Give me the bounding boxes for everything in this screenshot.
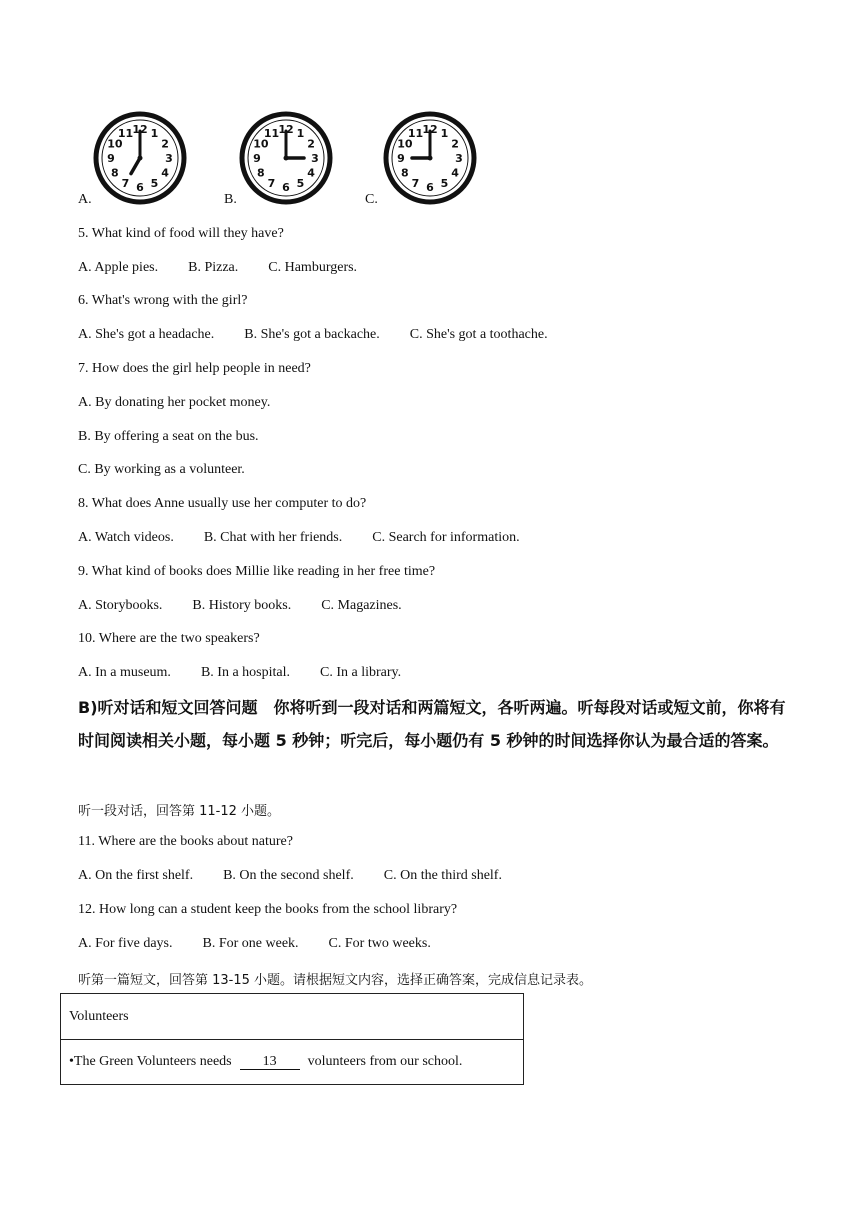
clock-numeral: 6 [426, 181, 434, 194]
option-c[interactable]: C. On the third shelf. [383, 868, 502, 883]
clock-numeral: 5 [150, 177, 159, 191]
clock-c-icon [380, 110, 480, 210]
clock-numeral: 3 [311, 152, 319, 165]
option-b[interactable]: B. Pizza. [188, 260, 239, 275]
clock-numeral: 2 [307, 137, 315, 151]
clock-b-icon [236, 110, 336, 210]
passage-intro: 听第一篇短文，回答第 13-15 小题。请根据短文内容，选择正确答案，完成信息记录表。 [78, 973, 593, 988]
option-b[interactable]: B. Chat with her friends. [203, 530, 343, 545]
clock-numeral: 7 [267, 177, 276, 191]
option-c[interactable]: C. Magazines. [321, 598, 402, 613]
option-c[interactable]: C. Search for information. [372, 530, 520, 545]
clock-numeral: 2 [451, 137, 459, 151]
clock-numeral: 8 [111, 166, 119, 180]
question-12: 12. How long can a student keep the books from the school library? [78, 902, 458, 917]
clock-numeral: 4 [307, 166, 315, 180]
question-5: 5. What kind of food will they have? [78, 226, 284, 241]
question-10-options [78, 665, 431, 681]
clock-numeral: 6 [136, 181, 144, 194]
table-header [61, 994, 523, 1039]
clock-numeral: 7 [121, 177, 130, 191]
option-b[interactable]: B. On the second shelf. [223, 868, 354, 883]
option-b[interactable]: B. History books. [192, 598, 292, 613]
question-8-options [78, 530, 550, 546]
option-b[interactable]: B. For one week. [202, 936, 299, 951]
clock-numeral: 4 [161, 166, 169, 180]
clock-numeral: 10 [253, 137, 269, 151]
info-record-table [60, 993, 524, 1085]
clock-b-label: B. [224, 192, 237, 207]
clock-numeral: 5 [440, 177, 449, 191]
option-c[interactable]: C. For two weeks. [328, 936, 431, 951]
clock-options [78, 110, 778, 210]
table-row [61, 1039, 523, 1084]
clock-numeral: 9 [107, 152, 115, 165]
clock-numeral: 10 [107, 137, 123, 151]
clock-numeral: 8 [257, 166, 265, 180]
clock-numeral: 4 [451, 166, 459, 180]
option-a[interactable]: A. In a museum. [78, 665, 171, 680]
clock-numeral: 12 [132, 123, 148, 136]
question-11: 11. Where are the books about nature? [78, 834, 293, 849]
option-b[interactable]: B. In a hospital. [200, 665, 290, 680]
option-c[interactable]: C. In a library. [319, 665, 402, 680]
clock-numeral: 11 [263, 126, 280, 140]
dialogue-intro: 听一段对话，回答第 11-12 小题。 [78, 804, 281, 819]
option-c[interactable]: C. She's got a toothache. [409, 327, 548, 342]
option-a[interactable]: A. For five days. [78, 936, 173, 951]
clock-c-label: C. [365, 192, 378, 207]
clock-numeral: 6 [282, 181, 290, 194]
option-c[interactable]: C. Hamburgers. [268, 260, 358, 275]
question-7-option-b[interactable]: B. By offering a seat on the bus. [78, 429, 259, 444]
clock-numeral: 11 [407, 126, 424, 140]
answer-blank-13[interactable]: 13 [240, 1055, 300, 1070]
question-7-option-c[interactable]: C. By working as a volunteer. [78, 462, 245, 477]
clock-numeral: 8 [401, 166, 409, 180]
section-b-instructions: B)听对话和短文回答问题 你将听到一段对话和两篇短文，各听两遍。听每段对话或短文前，你将有时间阅读相关小题，每小题 5 秒钟；听完后，每小题仍有 5 秒钟的时间选择你认为最合适的答案。 [78, 698, 786, 750]
clock-a-icon [90, 110, 190, 210]
option-a[interactable]: A. Storybooks. [78, 598, 163, 613]
clock-a-label: A. [78, 192, 92, 207]
question-8: 8. What does Anne usually use her computer to do? [78, 496, 367, 511]
row-suffix: volunteers from our school. [307, 1054, 463, 1069]
question-9: 9. What kind of books does Millie like reading in her free time? [78, 564, 436, 579]
option-a[interactable]: A. Watch videos. [78, 530, 174, 545]
question-12-options [78, 936, 461, 952]
option-a[interactable]: A. She's got a headache. [78, 327, 215, 342]
question-7-option-a[interactable]: A. By donating her pocket money. [78, 395, 271, 410]
question-5-options [78, 260, 387, 276]
option-b[interactable]: B. She's got a backache. [244, 327, 380, 342]
clock-numeral: 10 [397, 137, 413, 151]
clock-numeral: 9 [397, 152, 405, 165]
question-11-options [78, 868, 532, 884]
clock-numeral: 3 [165, 152, 173, 165]
clock-numeral: 1 [440, 126, 449, 140]
clock-numeral: 9 [253, 152, 261, 165]
question-6: 6. What's wrong with the girl? [78, 293, 248, 308]
clock-numeral: 1 [150, 126, 159, 140]
question-7: 7. How does the girl help people in need? [78, 361, 311, 376]
option-a[interactable]: A. Apple pies. [78, 260, 159, 275]
option-a[interactable]: A. On the first shelf. [78, 868, 194, 883]
clock-numeral: 11 [117, 126, 134, 140]
clock-numeral: 1 [296, 126, 305, 140]
question-10: 10. Where are the two speakers? [78, 631, 260, 646]
clock-numeral: 3 [455, 152, 463, 165]
question-6-options [78, 327, 578, 343]
clock-numeral: 12 [278, 123, 294, 136]
clock-numeral: 5 [296, 177, 305, 191]
table-header-text: Volunteers [69, 1008, 129, 1024]
clock-numeral: 2 [161, 137, 169, 151]
row-prefix: •The Green Volunteers needs [69, 1054, 232, 1069]
clock-numeral: 12 [422, 123, 438, 136]
question-9-options [78, 598, 432, 614]
clock-numeral: 7 [411, 177, 420, 191]
